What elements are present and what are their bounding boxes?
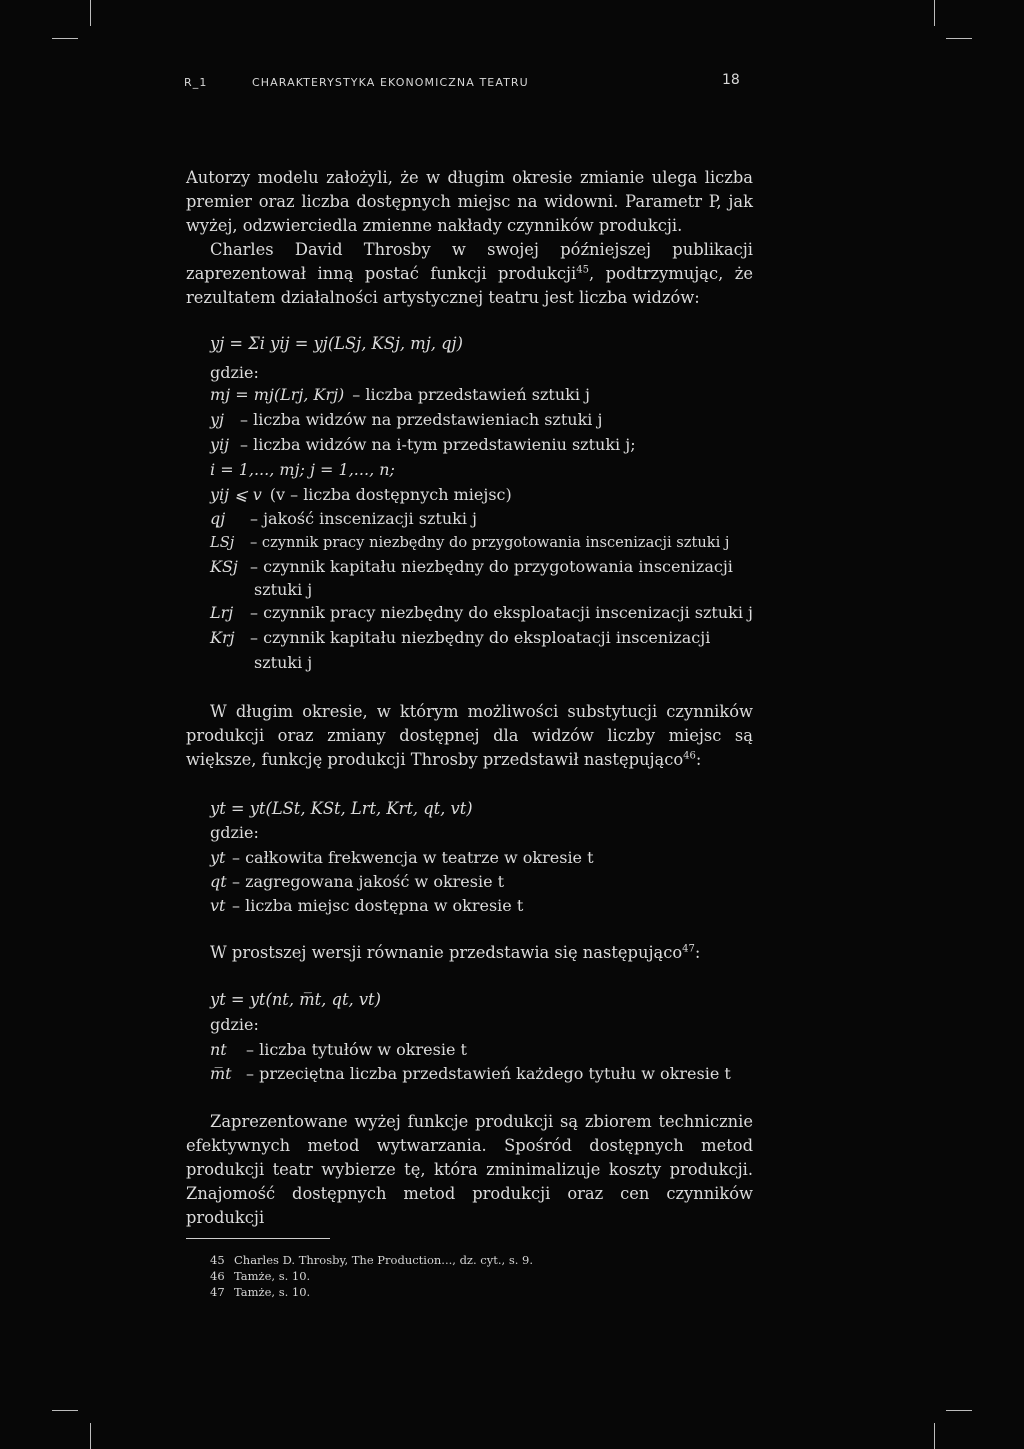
page-number: 18 — [722, 72, 740, 88]
section-label: R_1 — [184, 76, 208, 89]
crop-mark — [946, 38, 972, 39]
where-label: gdzie: — [210, 363, 259, 382]
definition-row: vt – liczba miejsc dostępna w okresie t — [210, 896, 524, 915]
paragraph: Zaprezentowane wyżej funkcje produkcji są zbiorem technicznie efektywnych metod wytwarzania. Spośród dostępnych metod produkcji teatr wybierze tę, która zminimalizuje koszty produkcji. Znajomość dostępnych metod produkcji oraz cen czynników produkcji — [186, 1112, 753, 1227]
paragraph: Charles David Throsby w swojej późniejszej publikacji zaprezentował inną postać funkcji produkcji$^{45}$, podtrzymując, że rezultatem działalności artystycznej teatru jest liczba widzów: — [186, 240, 753, 307]
body-text — [186, 700, 753, 772]
definition-row: m̅t – przeciętna liczba przedstawień każdego tytułu w okresie t — [210, 1064, 731, 1083]
equation: yt = yt(LSt, KSt, Lrt, Krt, qt, vt) — [210, 799, 473, 818]
definition-row: yij ⩽ v (v – liczba dostępnych miejsc) — [210, 485, 512, 504]
definition-row: sztuki j — [254, 653, 313, 672]
footnote: 46 Tamże, s. 10. — [210, 1269, 311, 1283]
definition-row: qt – zagregowana jakość w okresie t — [210, 872, 505, 891]
definition-row: i = 1,..., mj; j = 1,..., n; — [210, 460, 395, 479]
chapter-title: CHARAKTERYSTYKA EKONOMICZNA TEATRU — [252, 76, 529, 89]
footnote: 45 Charles D. Throsby, The Production..., dz. cyt., s. 9. — [210, 1253, 534, 1267]
body-text — [186, 166, 753, 310]
crop-mark — [934, 1423, 935, 1449]
where-label: gdzie: — [210, 823, 259, 842]
body-text — [186, 1110, 753, 1230]
definition-row: yij – liczba widzów na i-tym przedstawieniu sztuki j; — [210, 435, 636, 454]
footnote-ref: 45 — [576, 264, 589, 276]
definition-row: yj – liczba widzów na przedstawieniach sztuki j — [210, 410, 603, 429]
definition-row: yt – całkowita frekwencja w teatrze w okresie t — [210, 848, 594, 867]
definition-row: Krj – czynnik kapitału niezbędny do eksploatacji inscenizacji — [210, 628, 711, 647]
definition-row: KSj – czynnik kapitału niezbędny do przygotowania inscenizacji — [210, 557, 733, 576]
footnote-ref: 47 — [682, 943, 695, 955]
crop-mark — [52, 38, 78, 39]
footnote-rule — [186, 1238, 330, 1239]
definition-row: sztuki j — [254, 580, 313, 599]
paragraph: W długim okresie, w którym możliwości substytucji czynników produkcji oraz zmiany dostępnej dla widzów liczby miejsc są większe, funkcję produkcji Throsby przedstawił następująco$^{46}$: — [186, 702, 753, 769]
definition-row: qj – jakość inscenizacji sztuki j — [210, 509, 477, 528]
body-text: W prostszej wersji równanie przedstawia się następująco$^{47}$: — [210, 943, 701, 962]
equation: yj = Σi yij = yj(LSj, KSj, mj, qj) — [210, 334, 463, 353]
crop-mark — [90, 1423, 91, 1449]
equation: yt = yt(nt, m̅t, qt, vt) — [210, 990, 381, 1009]
where-label: gdzie: — [210, 1015, 259, 1034]
crop-mark — [934, 0, 935, 26]
paragraph: W prostszej wersji równanie przedstawia się następująco — [210, 943, 683, 962]
footnote-ref: 46 — [683, 750, 696, 762]
definition-row: Lrj – czynnik pracy niezbędny do eksploatacji inscenizacji sztuki j — [210, 603, 754, 622]
definition-row: LSj – czynnik pracy niezbędny do przygotowania inscenizacji sztuki j — [210, 534, 730, 551]
crop-mark — [52, 1410, 78, 1411]
footnote: 47 Tamże, s. 10. — [210, 1285, 311, 1299]
crop-mark — [946, 1410, 972, 1411]
crop-mark — [90, 0, 91, 26]
definition-row: nt – liczba tytułów w okresie t — [210, 1040, 467, 1059]
paragraph: Autorzy modelu założyli, że w długim okresie zmianie ulega liczba premier oraz liczba dostępnych miejsc na widowni. Parametr P, jak wyżej, odzwierciedla zmienne nakłady czynników produkcji. — [186, 168, 753, 235]
definition-row: mj = mj(Lrj, Krj) – liczba przedstawień sztuki j — [210, 385, 590, 404]
